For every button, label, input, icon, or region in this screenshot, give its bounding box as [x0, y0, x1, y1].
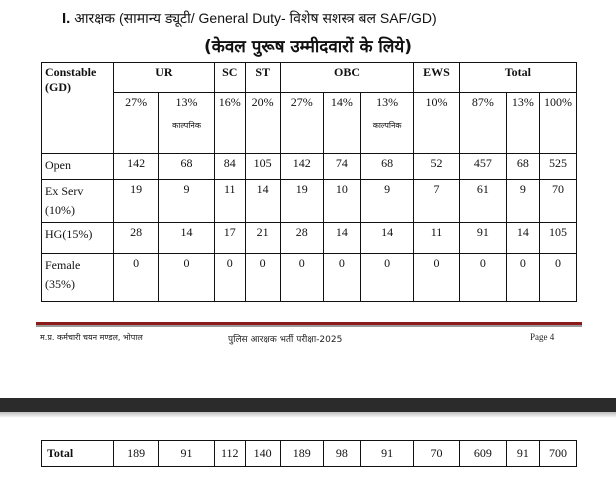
- percent-cell: 10%: [414, 93, 459, 154]
- table-cell: 68: [506, 153, 539, 179]
- table-cell: 0: [114, 253, 159, 301]
- percent-cell-notional: [360, 93, 414, 154]
- table-cell: 142: [114, 153, 159, 179]
- notional-note: काल्पनिक: [372, 121, 402, 131]
- table-cell: 14: [506, 223, 539, 253]
- table-cell: 105: [539, 223, 576, 253]
- table-cell: 0: [459, 253, 506, 301]
- total-cell: 609: [459, 441, 506, 467]
- percent-value: 13%: [376, 95, 399, 110]
- corner-header: Constable (GD): [42, 63, 114, 154]
- row-label: Female (35%): [42, 253, 114, 301]
- total-label: Total: [42, 441, 114, 467]
- percent-cell: 100%: [539, 93, 576, 154]
- table-cell: 17: [214, 223, 245, 253]
- table-row: [42, 179, 577, 222]
- table-cell: 0: [414, 253, 459, 301]
- page-break-shadow: [0, 412, 616, 418]
- table-cell: 14: [159, 223, 215, 253]
- table-cell: 0: [245, 253, 280, 301]
- percent-cell: 16%: [214, 93, 245, 154]
- notional-note: काल्पनिक: [172, 121, 201, 131]
- table-cell: 61: [459, 179, 506, 222]
- page-break-band: [0, 398, 616, 412]
- table-cell: 11: [214, 179, 245, 222]
- table-cell: 14: [245, 179, 280, 222]
- total-cell: 140: [245, 441, 280, 467]
- total-cell: 189: [114, 441, 159, 467]
- table-cell: 142: [280, 153, 323, 179]
- table-cell: 91: [459, 223, 506, 253]
- section-number: I.: [62, 10, 71, 27]
- table-cell: 28: [114, 223, 159, 253]
- total-cell: 98: [323, 441, 360, 467]
- table-cell: 0: [159, 253, 215, 301]
- footer-exam-title: पुलिस आरक्षक भर्ती परीक्षा-2025: [228, 335, 343, 345]
- section-heading: [62, 9, 437, 28]
- row-label: Open: [42, 153, 114, 179]
- table-cell: 525: [539, 153, 576, 179]
- table-cell: 10: [323, 179, 360, 222]
- total-cell: 91: [360, 441, 414, 467]
- table-row: [42, 253, 577, 301]
- percent-value: 13%: [175, 95, 198, 110]
- total-cell: 700: [539, 441, 576, 467]
- table-cell: 14: [360, 223, 414, 253]
- table-cell: 19: [280, 179, 323, 222]
- table-cell: 0: [214, 253, 245, 301]
- percent-cell: 87%: [459, 93, 506, 154]
- group-header-ur: UR: [114, 63, 215, 93]
- group-header-st: ST: [245, 63, 280, 93]
- group-header-obc: OBC: [280, 63, 414, 93]
- table-cell: 28: [280, 223, 323, 253]
- footer-page-number: Page 4: [530, 332, 555, 342]
- total-cell: 91: [506, 441, 539, 467]
- total-cell: 112: [214, 441, 245, 467]
- percent-cell: 27%: [280, 93, 323, 154]
- section-title: आरक्षक (सामान्य ड्यूटी/ General Duty- विशेष सशस्त्र बल SAF/GD): [74, 10, 437, 26]
- table-cell: 74: [323, 153, 360, 179]
- percent-cell: 14%: [323, 93, 360, 154]
- group-header-ews: EWS: [414, 63, 459, 93]
- table-cell: 19: [114, 179, 159, 222]
- table-cell: 105: [245, 153, 280, 179]
- table-cell: 457: [459, 153, 506, 179]
- total-cell: 70: [414, 441, 459, 467]
- table-cell: 21: [245, 223, 280, 253]
- group-header-total: Total: [459, 63, 576, 93]
- table-cell: 68: [159, 153, 215, 179]
- table-cell: 11: [414, 223, 459, 253]
- group-header-sc: SC: [214, 63, 245, 93]
- total-row: [42, 441, 577, 467]
- table-cell: 0: [539, 253, 576, 301]
- table-cell: 52: [414, 153, 459, 179]
- total-table: [41, 440, 577, 467]
- percent-cell: 20%: [245, 93, 280, 154]
- table-cell: 68: [360, 153, 414, 179]
- table-cell: 9: [159, 179, 215, 222]
- table-cell: 14: [323, 223, 360, 253]
- table-cell: 9: [506, 179, 539, 222]
- table-cell: 84: [214, 153, 245, 179]
- table-row: [42, 223, 577, 253]
- table-cell: 0: [506, 253, 539, 301]
- percent-cell: 13%: [506, 93, 539, 154]
- total-cell: 91: [159, 441, 215, 467]
- vacancy-table: [41, 62, 577, 302]
- percent-cell: 27%: [114, 93, 159, 154]
- percent-cell-notional: [159, 93, 215, 154]
- table-row: [42, 153, 577, 179]
- table-cell: 0: [280, 253, 323, 301]
- table-cell: 0: [360, 253, 414, 301]
- table-cell: 9: [360, 179, 414, 222]
- table-cell: 7: [414, 179, 459, 222]
- footer-organisation: म.प्र. कर्मचारी चयन मण्डल, भोपाल: [40, 333, 143, 342]
- row-label: HG(15%): [42, 223, 114, 253]
- table-cell: 0: [323, 253, 360, 301]
- table-cell: 70: [539, 179, 576, 222]
- row-label: Ex Serv (10%): [42, 179, 114, 222]
- section-subheading: (केवल पुरूष उम्मीदवारों के लिये): [204, 37, 412, 57]
- footer-rule-grey: [36, 325, 582, 327]
- total-cell: 189: [280, 441, 323, 467]
